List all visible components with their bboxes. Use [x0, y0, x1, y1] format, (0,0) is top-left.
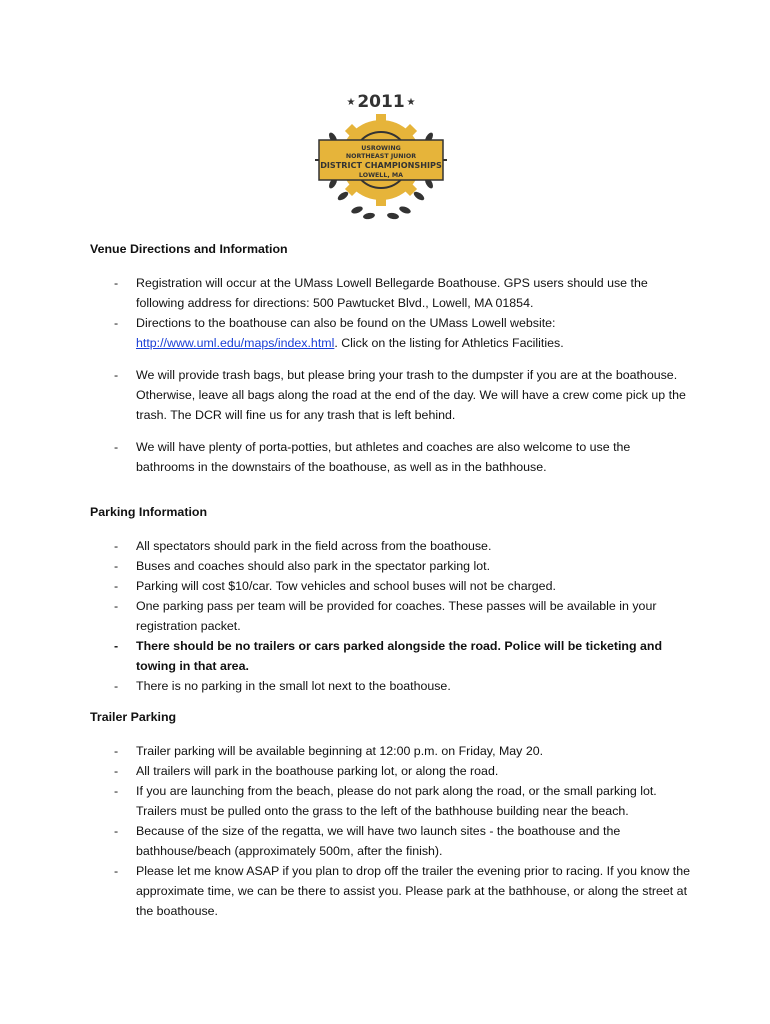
list-item: - Registration will occur at the UMass Lowell Bellegarde Boathouse. GPS users should use the following address for directions: 500 Pawtucket Blvd., Lowell, MA 01854.: [90, 273, 690, 313]
logo-line4: LOWELL, MA: [358, 172, 404, 179]
list-item-text: Directions to the boathouse can also be found on the UMass Lowell website:: [136, 316, 556, 330]
uml-maps-link[interactable]: http://www.uml.edu/maps/index.html: [136, 336, 335, 350]
list-item: - Because of the size of the regatta, we will have two launch sites - the boathouse and the bathhouse/beach (approximately 500m, after the finish).: [90, 821, 690, 861]
list-item: - One parking pass per team will be provided for coaches. These passes will be available in your registration packet.: [90, 596, 690, 636]
list-item: - We will provide trash bags, but please bring your trash to the dumpster if you are at the boathouse. Otherwise, leave all bags along the road at the end of the day. We will have a crew come pick up the trash. The DCR will fine us for any trash that is left behind.: [90, 365, 690, 425]
list-item: - Please let me know ASAP if you plan to drop off the trailer the evening prior to racing. If you know the approximate time, we can be there to assist you. Please park at the bathhouse, or along the street at the boathouse.: [90, 861, 690, 921]
logo-line2: NORTHEAST JUNIOR: [345, 153, 417, 160]
list-item: - Buses and coaches should also park in the spectator parking lot.: [90, 556, 690, 576]
logo-line3: DISTRICT CHAMPIONSHIPS: [320, 160, 442, 170]
list-item: [90, 313, 690, 353]
championship-logo: [313, 88, 449, 228]
venue-list: [90, 273, 690, 477]
list-item: - All trailers will park in the boathouse parking lot, or along the road.: [90, 761, 690, 781]
list-item: - All spectators should park in the field across from the boathouse.: [90, 536, 690, 556]
parking-list: [90, 536, 690, 696]
trailer-list: [90, 741, 690, 921]
logo-year: 2011: [357, 92, 405, 112]
list-item: - We will have plenty of porta-potties, but athletes and coaches are also welcome to use the bathrooms in the downstairs of the boathouse, as well as in the bathhouse.: [90, 437, 690, 477]
list-item-text: . Click on the listing for Athletics Facilities.: [334, 336, 564, 350]
list-item: - Parking will cost $10/car. Tow vehicles and school buses will not be charged.: [90, 576, 690, 596]
venue-heading: Venue Directions and Information: [90, 242, 288, 256]
star-icon: ★: [346, 97, 356, 108]
list-item: - If you are launching from the beach, please do not park along the road, or the small parking lot. Trailers must be pulled onto the grass to the left of the bathhouse building near the beach.: [90, 781, 690, 821]
list-item: - There is no parking in the small lot next to the boathouse.: [90, 676, 690, 696]
list-item: - There should be no trailers or cars parked alongside the road. Police will be ticketing and towing in that area.: [90, 636, 690, 676]
parking-heading: Parking Information: [90, 505, 208, 519]
star-icon: ★: [406, 97, 416, 108]
logo-line1: USROWING: [361, 145, 401, 152]
list-item: - Trailer parking will be available beginning at 12:00 p.m. on Friday, May 20.: [90, 741, 690, 761]
trailer-heading: Trailer Parking: [90, 710, 177, 724]
